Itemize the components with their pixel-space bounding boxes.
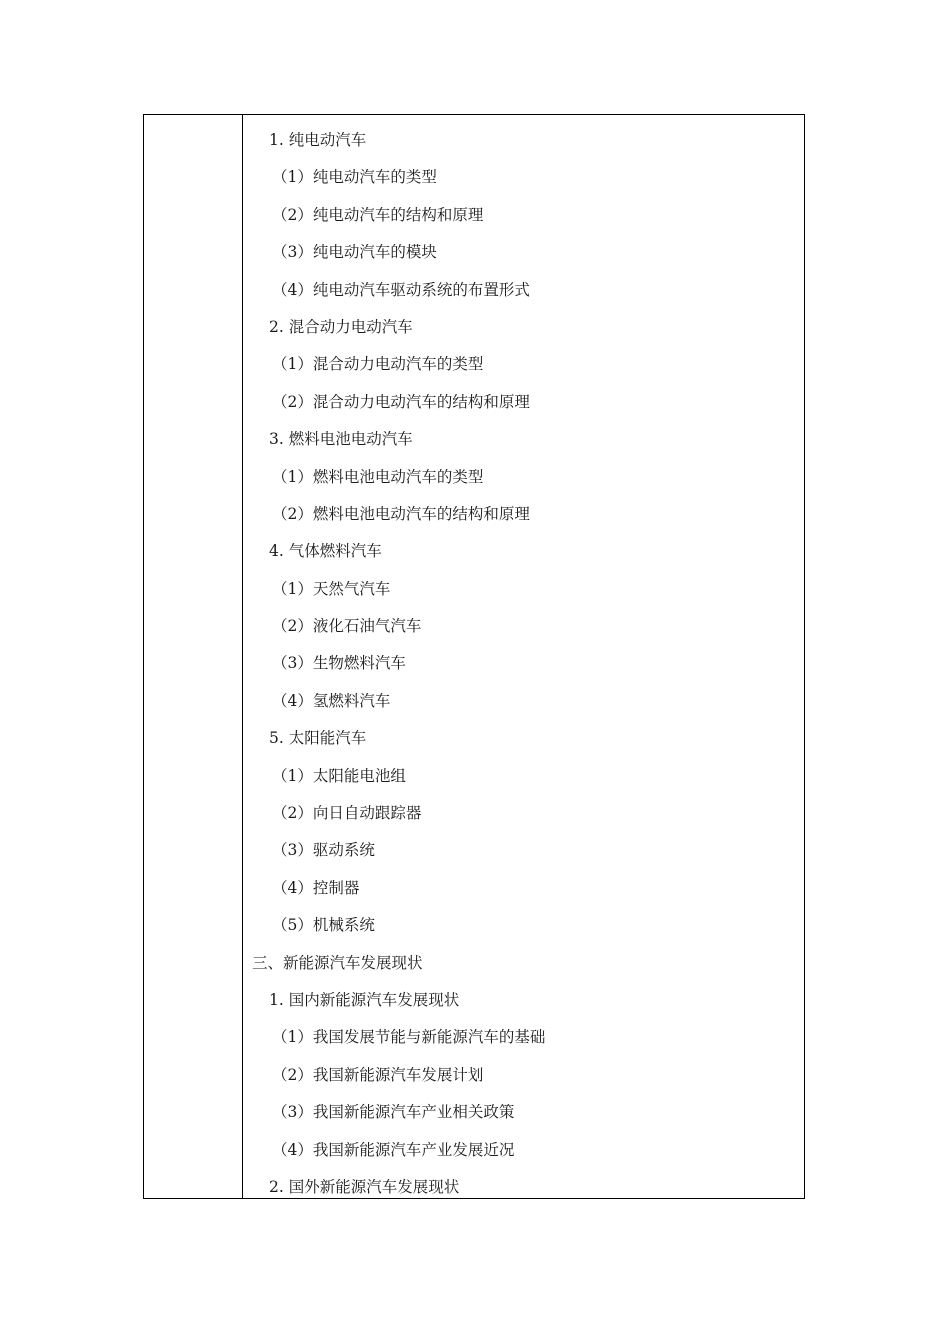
- outline-subitem: （1）纯电动汽车的类型: [272, 168, 437, 187]
- outline-subitem: （1）我国发展节能与新能源汽车的基础: [272, 1028, 546, 1047]
- table-left-cell: [144, 115, 243, 1198]
- outline-item: 1. 纯电动汽车: [269, 131, 367, 149]
- outline-item: 2. 混合动力电动汽车: [269, 317, 413, 336]
- content-table: [143, 114, 805, 1199]
- outline-subitem: （5）机械系统: [272, 916, 375, 935]
- table-right-cell: [243, 115, 804, 1198]
- outline-subitem: （3）我国新能源汽车产业相关政策: [272, 1103, 515, 1122]
- outline-item: 5. 太阳能汽车: [269, 729, 367, 748]
- outline-subitem: （2）液化石油气汽车: [272, 617, 422, 636]
- outline-subitem: （2）纯电动汽车的结构和原理: [272, 205, 484, 224]
- outline-item: 2. 国外新能源汽车发展现状: [269, 1177, 460, 1196]
- outline-subitem: （1）混合动力电动汽车的类型: [272, 355, 484, 374]
- outline-subitem: （1）天然气汽车: [272, 579, 391, 598]
- outline-item: 4. 气体燃料汽车: [269, 542, 382, 561]
- outline-subitem: （2）向日自动跟踪器: [272, 804, 422, 823]
- outline-subitem: （3）驱动系统: [272, 841, 375, 860]
- outline-subitem: （1）太阳能电池组: [272, 766, 406, 785]
- outline-subitem: （1）燃料电池电动汽车的类型: [272, 467, 484, 486]
- outline-subitem: （4）氢燃料汽车: [272, 691, 391, 710]
- outline-subitem: （2）我国新能源汽车发展计划: [272, 1065, 484, 1084]
- outline-subitem: （4）纯电动汽车驱动系统的布置形式: [272, 280, 530, 299]
- outline-subitem: （2）混合动力电动汽车的结构和原理: [272, 392, 530, 411]
- outline-subitem: （4）我国新能源汽车产业发展近况: [272, 1140, 515, 1159]
- outline-subitem: （4）控制器: [272, 878, 360, 897]
- outline-item: 3. 燃料电池电动汽车: [269, 430, 413, 449]
- outline-subitem: （2）燃料电池电动汽车的结构和原理: [272, 504, 530, 523]
- outline-item: 1. 国内新能源汽车发展现状: [269, 990, 460, 1009]
- outline-subitem: （3）生物燃料汽车: [272, 654, 406, 673]
- outline-subitem: （3）纯电动汽车的模块: [272, 243, 437, 262]
- section-heading: 三、新能源汽车发展现状: [252, 953, 423, 972]
